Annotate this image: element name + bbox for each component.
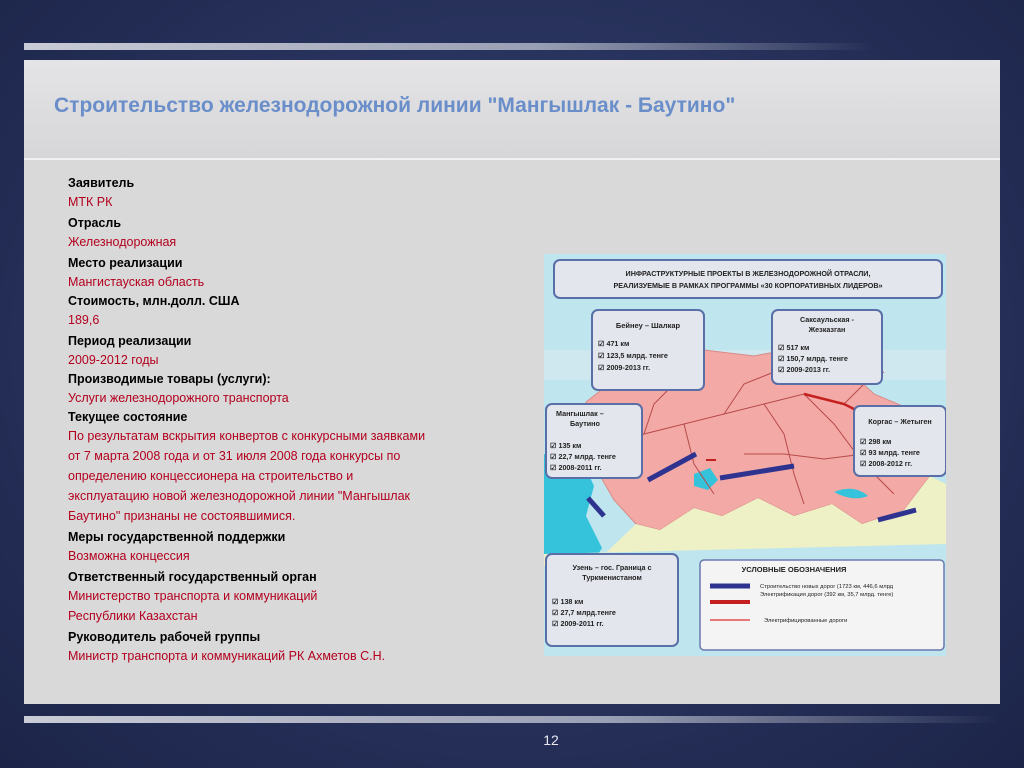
field-label-industry: Отрасль xyxy=(68,216,122,230)
field-label-cost: Стоимость, млн.долл. США xyxy=(68,294,240,308)
field-value-status-line: эксплуатацию новой железнодорожной линии "Мангышлак xyxy=(68,489,410,503)
field-label-applicant: Заявитель xyxy=(68,176,135,190)
field-value-support: Возможна концессия xyxy=(68,549,190,563)
field-value-authority-line: Республики Казахстан xyxy=(68,609,198,623)
project-box-saksaulskaya-title: Саксаульская - xyxy=(800,315,854,324)
legend-label-new-roads: Строительство новых дорог (1723 км, 446,6 млрд xyxy=(760,584,894,590)
title-band xyxy=(24,60,1000,160)
slide-title: Строительство железнодорожной линии "Мангышлак - Баутино" xyxy=(54,94,736,117)
project-box-korgas-title: Коргас – Жетыген xyxy=(868,417,932,426)
field-value-status-line: По результатам вскрытия конвертов с конкурсными заявками xyxy=(68,429,426,443)
field-value-status-line: Баутино" признаны не состоявшимися. xyxy=(68,509,296,523)
field-label-head: Руководитель рабочей группы xyxy=(68,630,261,644)
field-value-services: Услуги железнодорожного транспорта xyxy=(68,391,289,405)
project-box-mangyshlak-item: ☑ 22,7 млрд. тенге xyxy=(550,452,616,461)
field-value-applicant: МТК РК xyxy=(68,195,113,209)
field-value-status-line: определению концессионера на строительство и xyxy=(68,469,354,483)
project-box-uzen-item: ☑ 138 км xyxy=(552,597,584,606)
project-box-mangyshlak-item: ☑ 135 км xyxy=(550,441,582,450)
project-box-korgas-item: ☑ 298 км xyxy=(860,437,892,446)
field-value-head: Министр транспорта и коммуникаций РК Ахметов С.Н. xyxy=(68,649,386,663)
map-header-line2: РЕАЛИЗУЕМЫЕ В РАМКАХ ПРОГРАММЫ «30 КОРПОРАТИВНЫХ ЛИДЕРОВ» xyxy=(613,281,883,290)
field-label-authority: Ответственный государственный орган xyxy=(68,570,317,584)
project-box-uzen-item: ☑ 27,7 млрд.тенге xyxy=(552,608,616,617)
field-label-location: Место реализации xyxy=(68,256,183,270)
legend-label-electrification: Электрификация дорог (392 км, 35,7 млрд. тенге) xyxy=(760,592,894,598)
project-box-beineu-title: Бейнеу – Шалкар xyxy=(615,321,681,330)
project-box-uzen-title: Туркменистаном xyxy=(582,573,642,582)
field-value-authority-line: Министерство транспорта и коммуникаций xyxy=(68,589,318,603)
legend-label-electrified: Электрифицированные дороги xyxy=(764,618,848,624)
field-value-cost: 189,6 xyxy=(68,313,100,327)
map-legend-title: УСЛОВНЫЕ ОБОЗНАЧЕНИЯ xyxy=(741,565,847,574)
project-box-mangyshlak-title: Мангышлак – xyxy=(556,409,604,418)
project-box-korgas-item: ☑ 2008-2012 гг. xyxy=(860,459,913,468)
project-box-beineu-item: ☑ 2009-2013 гг. xyxy=(598,363,651,372)
project-box-mangyshlak-item: ☑ 2008-2011 гг. xyxy=(550,463,602,472)
field-label-status: Текущее состояние xyxy=(68,410,188,424)
field-value-status-line: от 7 марта 2008 года и от 31 июля 2008 года конкурсы по xyxy=(68,449,401,463)
project-box-saksaulskaya-item: ☑ 517 км xyxy=(778,343,810,352)
field-label-period: Период реализации xyxy=(68,334,192,348)
field-value-period: 2009-2012 годы xyxy=(68,353,159,367)
project-box-saksaulskaya-item: ☑ 150,7 млрд. тенге xyxy=(778,354,848,363)
top-decorative-stripe xyxy=(24,43,874,50)
railway-projects-map xyxy=(544,254,946,656)
map-header-line1: ИНФРАСТРУКТУРНЫЕ ПРОЕКТЫ В ЖЕЛЕЗНОДОРОЖНОЙ ОТРАСЛИ, xyxy=(625,269,871,278)
project-box-beineu-item: ☑ 471 км xyxy=(598,339,630,348)
project-box-saksaulskaya-title: Жезказган xyxy=(808,325,846,334)
project-box-mangyshlak-title: Баутино xyxy=(570,419,600,428)
project-box-uzen-title: Узень – гос. Граница с xyxy=(572,563,652,572)
project-box-korgas-item: ☑ 93 млрд. тенге xyxy=(860,448,920,457)
page-number: 12 xyxy=(543,732,559,748)
field-value-location: Мангистауская область xyxy=(68,275,205,289)
field-label-support: Меры государственной поддержки xyxy=(68,530,286,544)
project-details xyxy=(68,174,508,666)
project-box-uzen-item: ☑ 2009-2011 гг. xyxy=(552,619,604,628)
project-box-beineu-item: ☑ 123,5 млрд. тенге xyxy=(598,351,668,360)
field-value-industry: Железнодорожная xyxy=(68,235,177,249)
bottom-decorative-stripe xyxy=(24,716,1000,723)
project-box-saksaulskaya-item: ☑ 2009-2013 гг. xyxy=(778,365,831,374)
field-label-services: Производимые товары (услуги): xyxy=(68,372,271,386)
map-header-box xyxy=(554,260,942,298)
